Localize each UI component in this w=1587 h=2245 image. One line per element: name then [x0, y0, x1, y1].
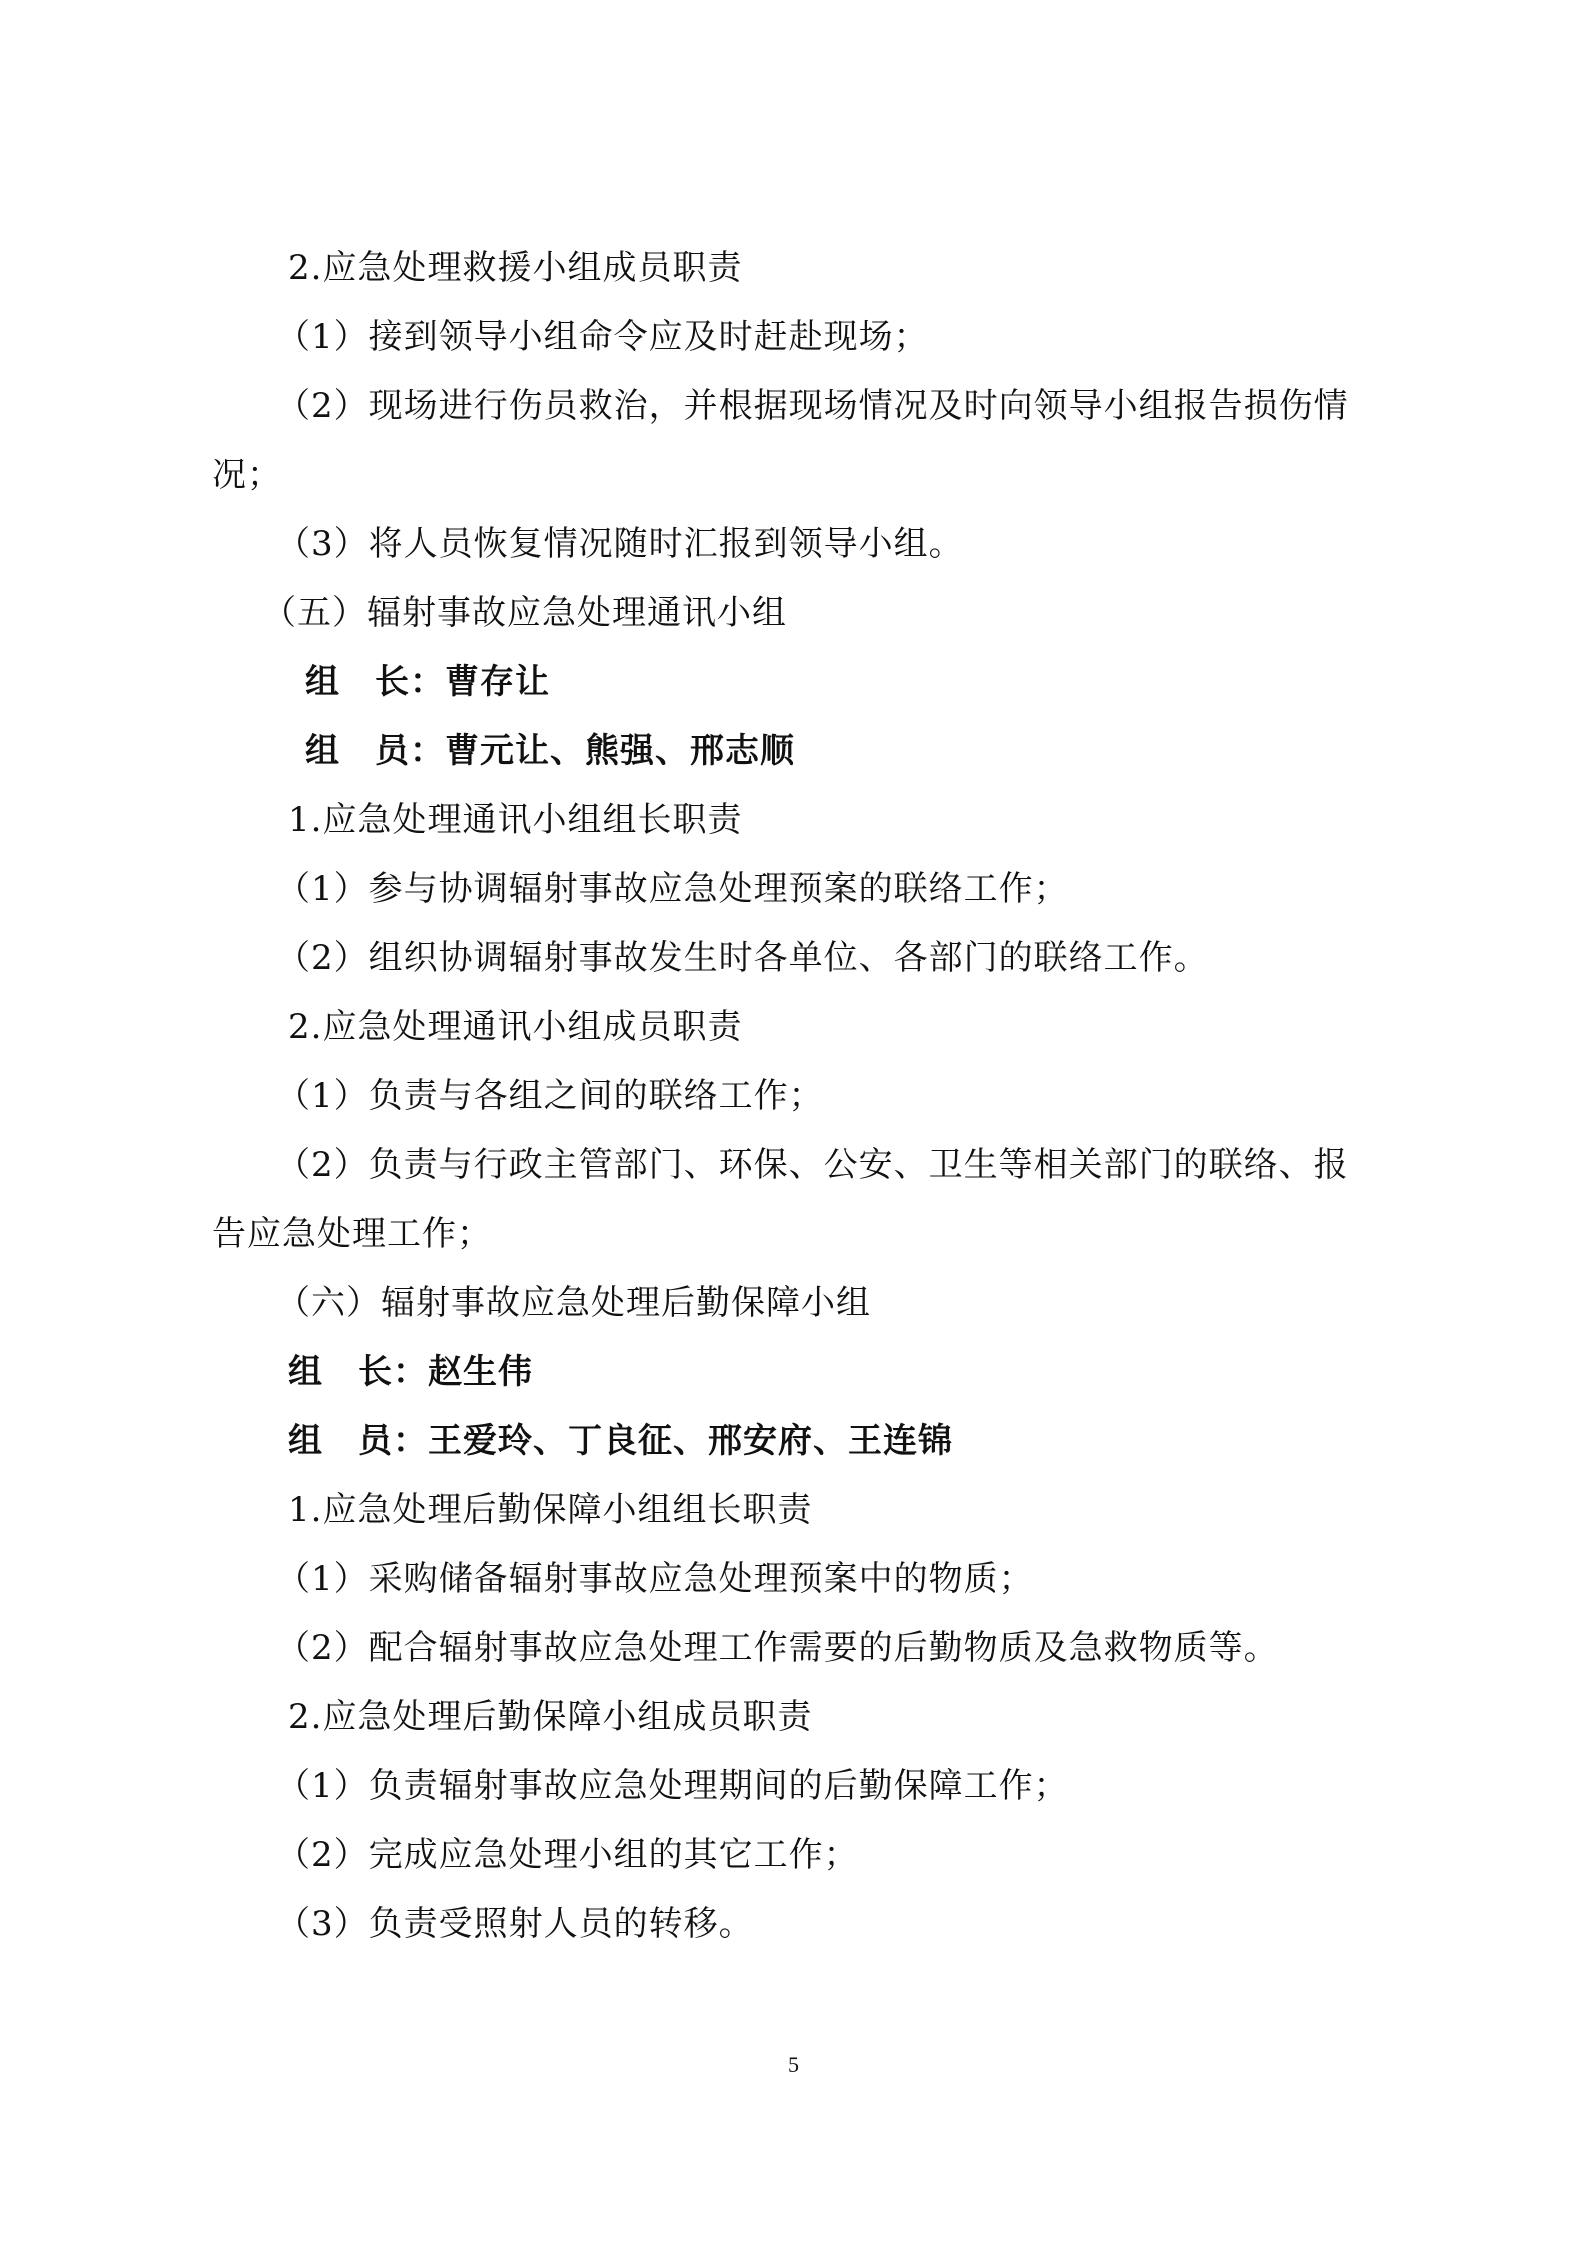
list-item: （3）将人员恢复情况随时汇报到领导小组。 — [276, 524, 964, 564]
list-item: （2）组织协调辐射事故发生时各单位、各部门的联络工作。 — [276, 938, 1209, 978]
subsection-heading-communication-members: 2.应急处理通讯小组成员职责 — [288, 1007, 743, 1047]
list-item: （2）负责与行政主管部门、环保、公安、卫生等相关部门的联络、报 — [276, 1145, 1349, 1185]
list-item: （1）负责与各组之间的联络工作； — [276, 1076, 824, 1116]
subsection-heading-logistics-members: 2.应急处理后勤保障小组成员职责 — [288, 1697, 813, 1737]
list-item: （1）采购储备辐射事故应急处理预案中的物质； — [276, 1559, 1034, 1599]
list-item: （2）配合辐射事故应急处理工作需要的后勤物质及急救物质等。 — [276, 1628, 1279, 1668]
list-item: （1）负责辐射事故应急处理期间的后勤保障工作； — [276, 1766, 1069, 1806]
section-heading-logistics: （六）辐射事故应急处理后勤保障小组 — [276, 1283, 871, 1323]
group-leader-line: 组 长：曹存让 — [305, 662, 550, 702]
list-item: （1）接到领导小组命令应及时赶赴现场； — [276, 317, 929, 357]
group-leader-line: 组 长：赵生伟 — [288, 1352, 533, 1392]
subsection-heading-logistics-leader: 1.应急处理后勤保障小组组长职责 — [288, 1490, 813, 1530]
group-members-line: 组 员：王爱玲、丁良征、邢安府、王连锦 — [288, 1421, 953, 1461]
list-item: （2）完成应急处理小组的其它工作； — [276, 1835, 859, 1875]
list-item: （1）参与协调辐射事故应急处理预案的联络工作； — [276, 869, 1069, 909]
subsection-heading-rescue-members: 2.应急处理救援小组成员职责 — [288, 248, 743, 288]
list-item: （3）负责受照射人员的转移。 — [276, 1904, 754, 1944]
list-item: （2）现场进行伤员救治，并根据现场情况及时向领导小组报告损伤情 — [276, 386, 1349, 426]
list-item-continuation: 况； — [212, 455, 282, 495]
page-number: 5 — [788, 2052, 799, 2077]
section-heading-communication: （五）辐射事故应急处理通讯小组 — [262, 593, 787, 633]
group-members-line: 组 员：曹元让、熊强、邢志顺 — [305, 731, 795, 771]
subsection-heading-communication-leader: 1.应急处理通讯小组组长职责 — [288, 800, 743, 840]
list-item-continuation: 告应急处理工作； — [212, 1214, 492, 1254]
